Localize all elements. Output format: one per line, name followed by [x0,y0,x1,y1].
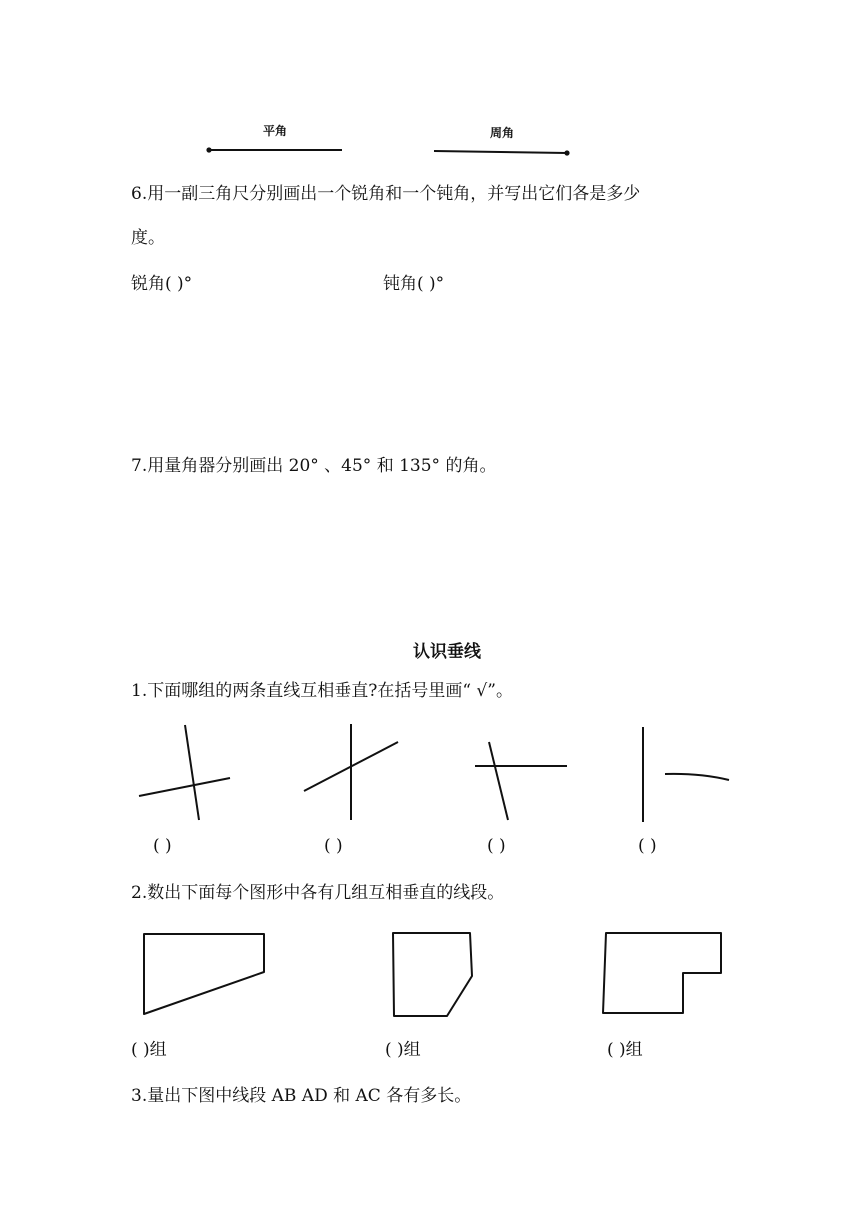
straight-angle-label: 平角 [263,124,288,138]
acute-angle-answer: 锐角( )° [131,274,193,294]
problem-2-text: 2.数出下面每个图形中各有几组互相垂直的线段。 [131,883,505,903]
problem-1-text: 1.下面哪组的两条直线互相垂直?在括号里画“ √”。 [131,681,513,701]
problem-1-answer-2: ( ) [324,836,343,856]
problem-3-text: 3.量出下图中线段 AB AD 和 AC 各有多长。 [131,1086,472,1106]
trapezoid-shape [144,934,264,1014]
section-title: 认识垂线 [413,642,481,662]
problem-1-answer-3: ( ) [487,836,506,856]
obtuse-angle-answer: 钝角( )° [383,274,445,294]
question-6-line-2: 度。 [131,228,165,248]
problem-1-answer-1: ( ) [153,836,172,856]
question-7: 7.用量角器分别画出 20° 、45° 和 135° 的角。 [131,456,497,476]
problem-2-answer-1: ( )组 [131,1040,167,1060]
problem-2-answer-2: ( )组 [385,1040,421,1060]
question-6-line-1: 6.用一副三角尺分别画出一个锐角和一个钝角，并写出它们各是多少 [131,184,641,204]
full-angle-label: 周角 [490,126,515,140]
pentagon-shape [393,933,472,1016]
l-shape [603,933,721,1013]
problem-1-answer-4: ( ) [638,836,657,856]
problem-2-answer-3: ( )组 [607,1040,643,1060]
